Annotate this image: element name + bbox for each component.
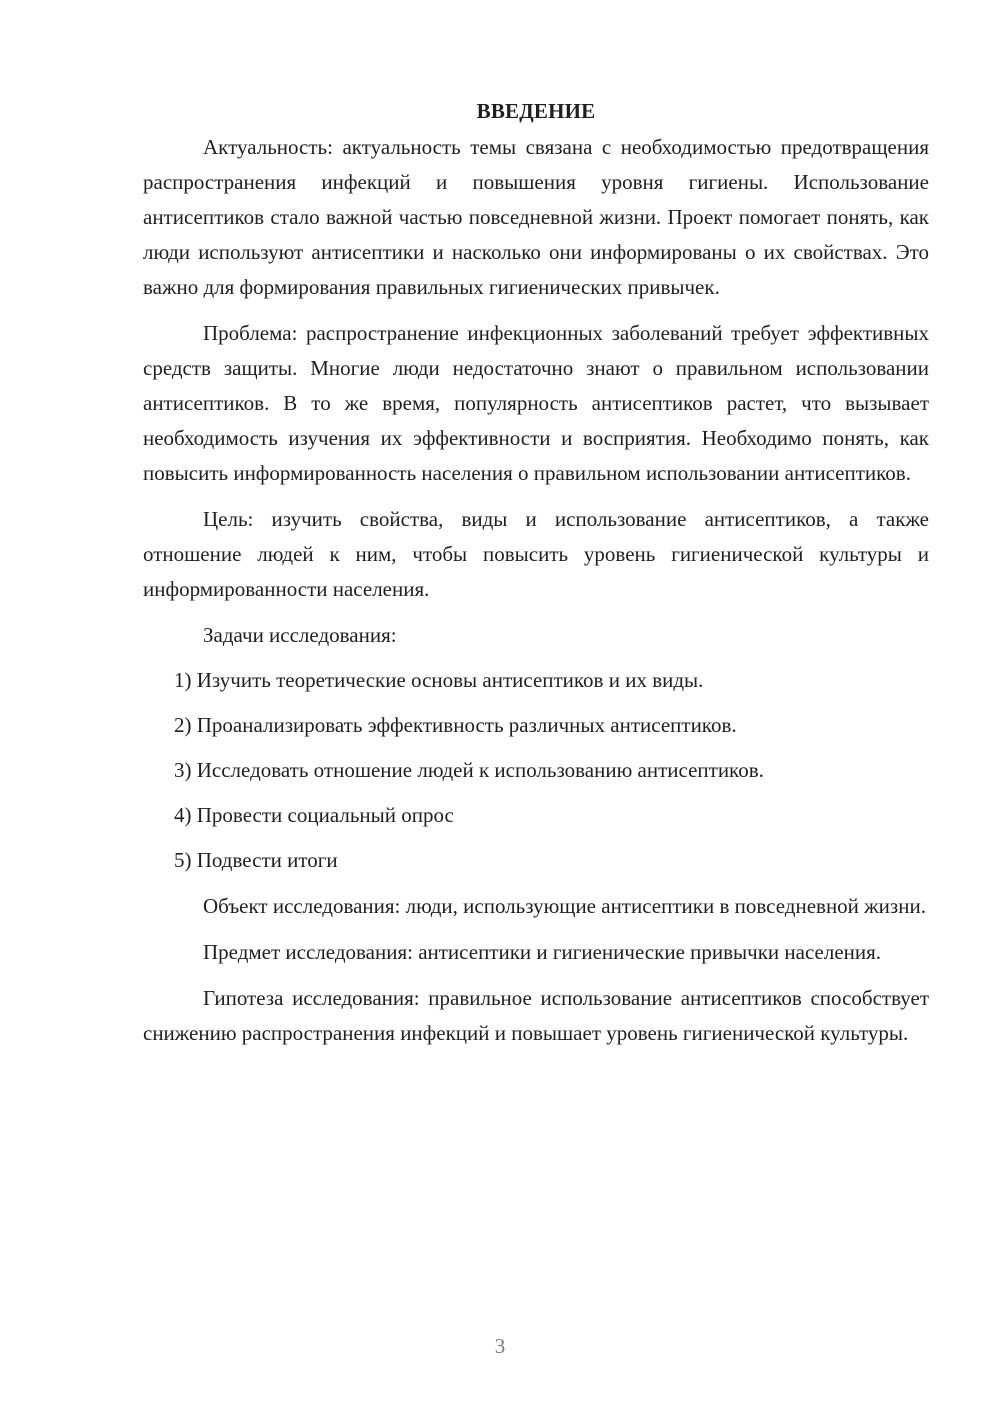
- paragraph-relevance: Актуальность: актуальность темы связана с необходимостью предотвращения распространения инфекций и повышения уровня гигиены. Использование антисептиков стало важной частью повседневной жизни. Проект помогает понять, как люди используют антисептики и насколько они информированы о их свойствах. Это важно для формирования правильных гигиенических привычек.: [143, 135, 929, 299]
- page-number: 3: [494, 1334, 506, 1358]
- paragraph-problem: Проблема: распространение инфекционных заболеваний требует эффективных средств защиты. Многие люди недостаточно знают о правильном использовании антисептиков. В то же время, популярность антисептиков растет, что вызывает необходимость изучения их эффективности и восприятия. Необходимо понять, как повысить информированность населения о правильном использовании антисептиков.: [143, 321, 929, 485]
- paragraph-goal: Цель: изучить свойства, виды и использование антисептиков, а также отношение людей к ним, чтобы повысить уровень гигиенической культуры и информированности населения.: [143, 507, 929, 601]
- paragraph-subject: Предмет исследования: антисептики и гигиенические привычки населения.: [203, 940, 882, 964]
- paragraph-hypothesis: Гипотеза исследования: правильное использование антисептиков способствует снижению распространения инфекций и повышает уровень гигиенической культуры.: [143, 986, 929, 1045]
- tasks-title: Задачи исследования:: [203, 623, 397, 647]
- tasks-list: [143, 663, 929, 878]
- paragraph-object: Объект исследования: люди, использующие антисептики в повседневной жизни.: [203, 894, 926, 918]
- list-item: 3) Исследовать отношение людей к использованию антисептиков.: [174, 758, 764, 782]
- list-item: 2) Проанализировать эффективность различных антисептиков.: [174, 713, 737, 737]
- list-item: 1) Изучить теоретические основы антисептиков и их виды.: [174, 668, 704, 692]
- section-heading: ВВЕДЕНИЕ: [476, 99, 596, 123]
- document-page: [143, 92, 929, 1051]
- list-item: 4) Провести социальный опрос: [174, 803, 454, 827]
- list-item: 5) Подвести итоги: [174, 848, 338, 872]
